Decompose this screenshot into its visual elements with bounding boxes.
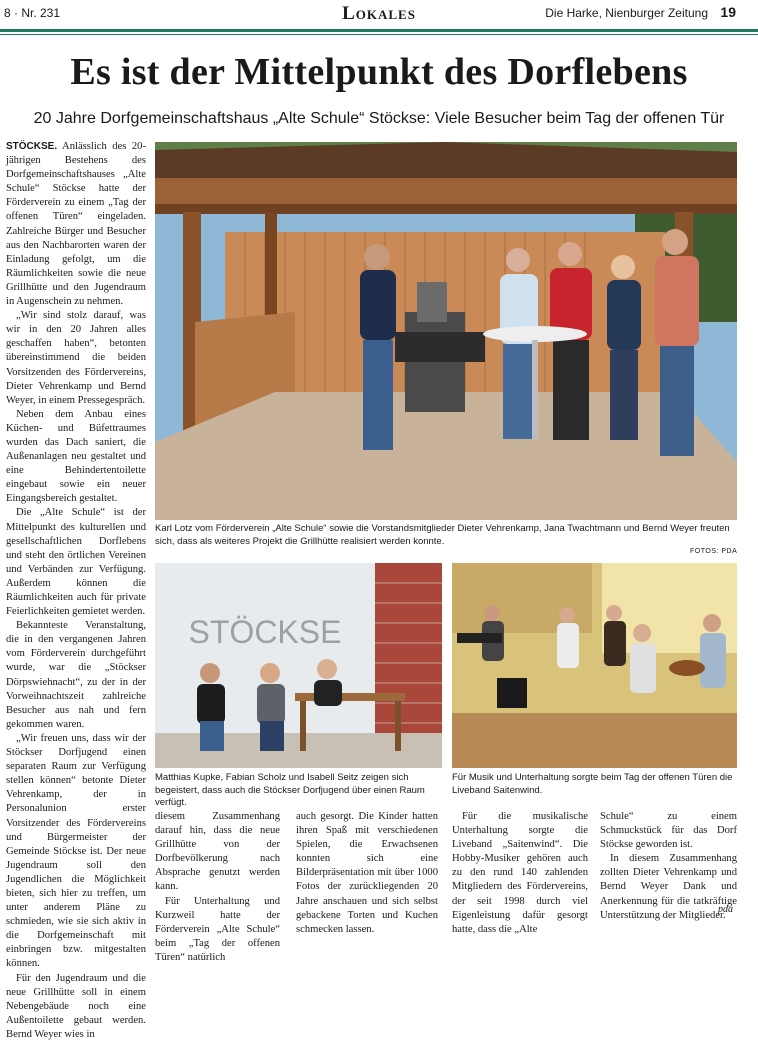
page-issue: 8 · Nr. 231 xyxy=(4,6,61,20)
grill-hut-image xyxy=(155,142,737,520)
headline: Es ist der Mittelpunkt des Dorflebens xyxy=(70,51,688,93)
paragraph: „Wir sind stolz darauf, was wir in den 20 Jahren alles geschaffen haben“, betonten übereinstimmend die beiden Vorsitzenden des Fördervereins, Dieter Vehrenkamp und Bernd Weyer, in einem Pressegespräch. xyxy=(6,310,146,406)
paragraph: In diesem Zusammenhang zollten Dieter Vehrenkamp und Bernd Weyer Dank und Anerkennung für die tatkräftige Unterstützung der Mitglieder. xyxy=(600,853,737,921)
article-column-4 xyxy=(452,810,588,937)
youth-room-image xyxy=(155,563,442,768)
paragraph: Für Unterhaltung und Kurzweil hatte der Förderverein „Alte Schule“ beim „Tag der offenen Türen“ natürlich xyxy=(155,895,280,963)
header-rule xyxy=(0,29,758,32)
publication-name: Die Harke, Nienburger Zeitung xyxy=(545,6,708,20)
paragraph: Für den Jugendraum und die neue Grillhütte soll in einem Nebengebäude noch eine Außentoilette gebaut werden. Bernd Weyer wies in xyxy=(6,972,146,1040)
section-title: Lokales xyxy=(342,3,416,24)
page-header xyxy=(0,0,758,32)
photo-credit: FOTOS: PDA xyxy=(690,548,738,555)
photo-youth-room xyxy=(155,563,442,768)
paragraph xyxy=(6,140,146,309)
paragraph: Die „Alte Schule“ ist der Mittelpunkt des kulturellen und gesellschaftlichen Dorflebens und steht den örtlichen Vereinen und Verbänden zur Verfügung. Außerdem können die Räumlichkeiten auch für private Feierlichkeiten gemietet werden. xyxy=(6,507,146,618)
photo-band xyxy=(452,563,737,768)
wall-lettering: STÖCKSE xyxy=(188,614,342,650)
caption-band: Für Musik und Unterhaltung sorgte beim Tag der offenen Türen die Liveband Saitenwind. xyxy=(452,772,733,796)
paragraph: „Wir freuen uns, dass wir der Stöckser Dorfjugend einen separaten Raum zur Verfügung stellen können“ betonte Dieter Vehrenkamp, der in Personalunion erster Vorsitzender des Fördervereins und Bürgermeister der Gemeinde Stöckse ist. Der neue Jugendraum soll den Jugendlichen die Möglichkeit bieten, sich hier zu treffen, um unter anderem Pläne zu schmieden, wie sie sich aktiv in die Dorfgemeinschaft mit einbringen bzw. mitgestalten können. xyxy=(6,732,146,970)
photo-grill-hut xyxy=(155,142,737,520)
caption-youth-room: Matthias Kupke, Fabian Scholz und Isabell Seitz zeigen sich begeistert, dass auch die Stöckser Dorfjugend über einen Raum verfügt. xyxy=(155,772,425,808)
subheadline: 20 Jahre Dorfgemeinschaftshaus „Alte Schule“ Stöckse: Viele Besucher beim Tag der offenen Tür xyxy=(33,110,725,127)
article-column-1 xyxy=(6,140,146,1040)
page-number: 19 xyxy=(720,4,736,20)
paragraph: Bekannteste Veranstaltung, die in den vergangenen Jahren vom Förderverein durchgeführt wurde, war die „Stöckser Dörpswiehnacht“, zu der in der Vorweihnachtszeit zahlreiche Besucher aus nah und fern gekommen waren. xyxy=(6,620,146,730)
paragraph: auch gesorgt. Die Kinder hatten ihren Spaß mit verschiedenen Spielen, die Erwachsenen konnten sich eine Bilderpräsentation mit über 1000 Fotos der zurückliegenden 20 Jahre anschauen und sich selbst gebackene Torten und Kuchen schmecken lassen. xyxy=(296,811,438,935)
article-column-2 xyxy=(155,810,280,965)
article-column-3 xyxy=(296,810,438,937)
author-signature: pda xyxy=(718,904,733,915)
band-image xyxy=(452,563,737,768)
header-rule-thin xyxy=(0,34,758,35)
paragraph: diesem Zusammenhang darauf hin, dass die neue Grillhütte von der Dorfbevölkerung nach Absprache genutzt werden kann. xyxy=(155,811,280,893)
article-column-5 xyxy=(600,810,737,923)
paragraph: Schule“ zu einem Schmuckstück für das Dorf Stöckse geworden ist. xyxy=(600,811,737,851)
paragraph: Für die musikalische Unterhaltung sorgte die Liveband „Saitenwind“. Die Hobby-Musiker gehören auch zu den rund 140 zahlenden Mitgliedern des Fördervereins, der seit 1998 durch viel Eigenleistung dafür gesorgt hatte, dass die „Alte xyxy=(452,811,588,935)
paragraph-text: Anlässlich des 20-jährigen Bestehens des Dorfgemeinschaftshauses „Alte Schule“ Stöckse hatte der Förderverein zu einem „Tag der offenen Türen“ eingeladen. Zahlreiche Bürger und Besucher aus den Nachbarorten waren der Einladung gefolgt, um die Räumlichkeiten sowie die neue Grillhütte und den Jugendraum in Augenschein zu nehmen. xyxy=(6,141,146,308)
caption-main: Karl Lotz vom Förderverein „Alte Schule“ sowie die Vorstandsmitglieder Dieter Vehrenkamp, Jana Twachtmann und Bernd Weyer freuten sich, dass als weiteres Projekt die Grillhütte realisiert werden konnte. xyxy=(155,523,730,547)
paragraph: Neben dem Anbau eines Küchen- und Büfettraumes wurden das Dach saniert, die Außenanlagen neu gestaltet und eine Behindertentoilette eingebaut sowie ein neuer Eingangsbereich gestaltet. xyxy=(6,408,146,505)
dateline: STÖCKSE. xyxy=(6,141,58,152)
